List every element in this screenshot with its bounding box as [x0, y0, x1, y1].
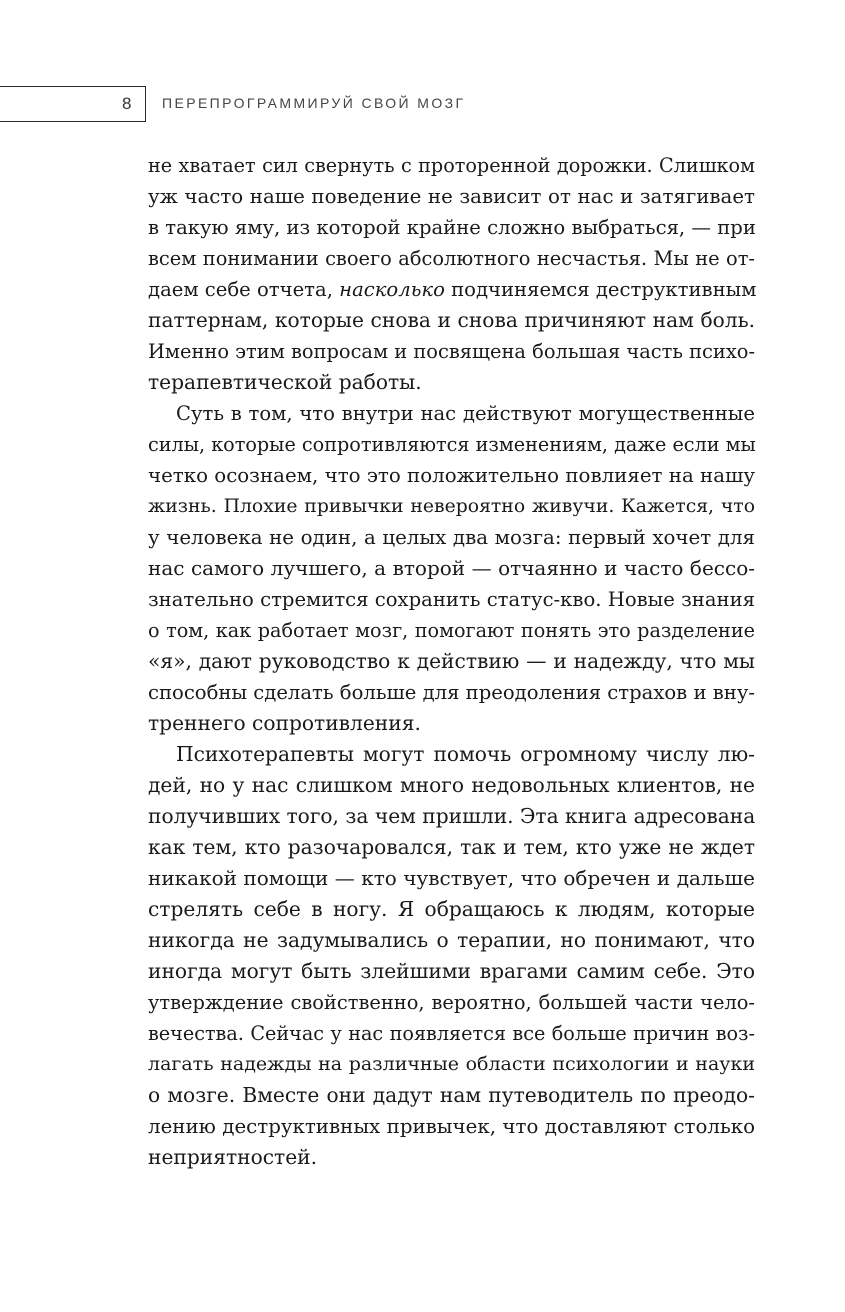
text-line: никакой помощи — кто чувствует, что обречен и дальше — [148, 866, 755, 890]
text-segment: подчиняемся деструктивным — [444, 278, 757, 301]
text-line: получивших того, за чем пришли. Эта книга адресована — [148, 804, 756, 828]
text-line — [148, 274, 755, 305]
text-line: дей, но у нас слишком много недовольных клиентов, не — [148, 773, 755, 797]
page-number-box — [0, 86, 146, 122]
text-line: паттернам, которые снова и снова причиняют нам боль. — [148, 308, 755, 332]
text-line: Именно этим вопросам и посвящена большая часть психо- — [148, 340, 755, 363]
text-line: как тем, кто разочаровался, так и тем, кто уже не ждет — [148, 835, 755, 859]
text-line: утверждение свойственно, вероятно, большей части чело- — [148, 991, 755, 1014]
text-line: стрелять себе в ногу. Я обращаюсь к людям, которые — [148, 897, 755, 921]
text-line: четко осознаем, что это положительно повлияет на нашу — [148, 464, 756, 487]
text-line: треннего сопротивления. — [148, 711, 421, 735]
text-line: вечества. Сейчас у нас появляется все больше причин воз- — [148, 1022, 755, 1045]
text-line: о мозге. Вместе они дадут нам путеводитель по преодо- — [148, 1083, 755, 1107]
text-line: уж часто наше поведение не зависит от нас и затягивает — [148, 185, 755, 208]
text-line: жизнь. Плохие привычки невероятно живучи. Кажется, что — [148, 496, 755, 517]
text-line: не хватает сил свернуть с проторенной дорожки. Слишком — [148, 154, 755, 177]
text-line: лагать надежды на различные области психологии и науки — [148, 1053, 755, 1075]
body-text — [148, 150, 755, 1173]
text-line: всем понимании своего абсолютного несчастья. Мы не от- — [148, 247, 755, 270]
text-line: «я», дают руководство к действию — и надежду, что мы — [148, 649, 755, 673]
text-line: Суть в том, что внутри нас действуют могущественные — [176, 402, 755, 425]
text-line: знательно стремится сохранить статус-кво. Новые знания — [148, 588, 755, 611]
text-line: иногда могут быть злейшими врагами самим себе. Это — [148, 959, 755, 983]
text-line: неприятностей. — [148, 1145, 318, 1169]
text-segment: даем себе отчета, — [148, 278, 340, 301]
text-line: нас самого лучшего, а второй — отчаянно и часто бессо- — [148, 556, 755, 580]
text-line: Психотерапевты могут помочь огромному числу лю- — [176, 742, 755, 766]
running-title: ПЕРЕПРОГРАММИРУЙ СВОЙ МОЗГ — [162, 95, 466, 111]
text-line: никогда не задумывались о терапии, но понимают, что — [148, 928, 755, 952]
text-line: силы, которые сопротивляются изменениям, даже если мы — [148, 433, 756, 456]
page-number: 8 — [122, 94, 132, 113]
text-line: способны сделать больше для преодоления страхов и вну- — [148, 681, 755, 704]
text-line: лению деструктивных привычек, что доставляют столько — [148, 1115, 755, 1138]
text-line: о том, как работает мозг, помогают понять это разделение — [148, 619, 755, 642]
text-line: у человека не один, а целых два мозга: первый хочет для — [148, 526, 755, 549]
italic-emphasis: насколько — [339, 278, 445, 301]
text-line: терапевтической работы. — [148, 370, 422, 394]
text-line: в такую яму, из которой крайне сложно выбраться, — при — [148, 216, 756, 239]
